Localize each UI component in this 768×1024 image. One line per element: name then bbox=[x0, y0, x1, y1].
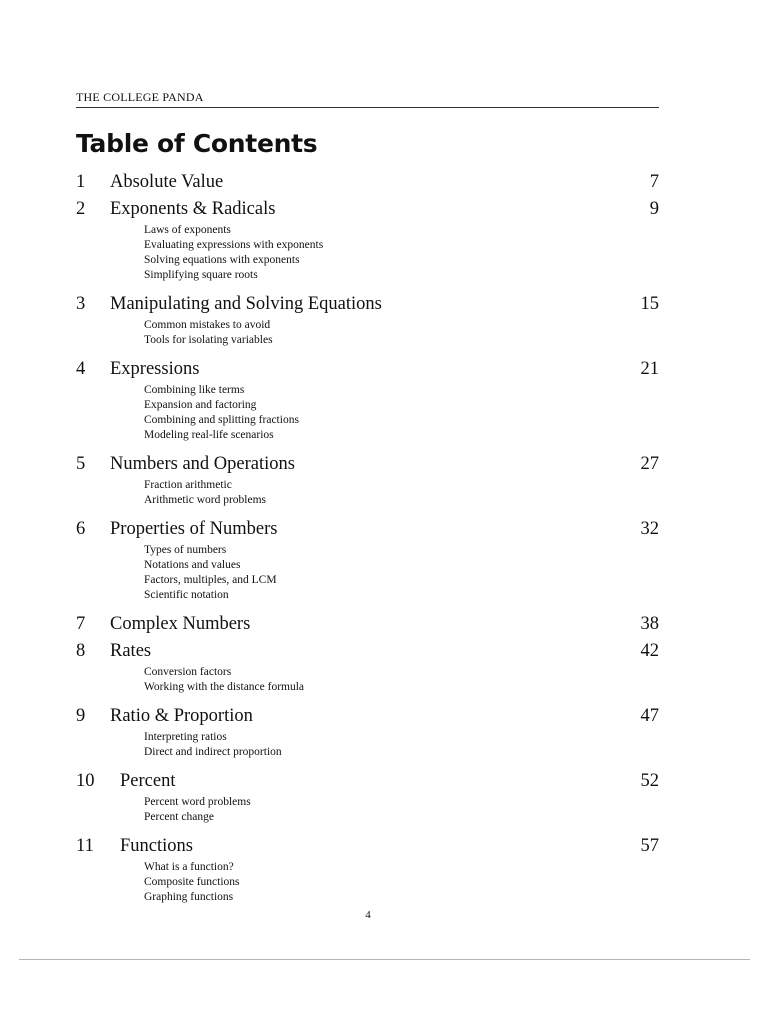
toc-subsection-list bbox=[76, 478, 659, 508]
toc-chapter-row[interactable] bbox=[76, 611, 659, 638]
toc-chapter bbox=[76, 611, 659, 638]
toc-chapter bbox=[76, 703, 659, 760]
toc-subsection: Types of numbers bbox=[144, 544, 227, 556]
chapter-number: 8 bbox=[76, 641, 86, 661]
toc-subsection: Tools for isolating variables bbox=[144, 334, 273, 346]
chapter-number: 10 bbox=[76, 771, 95, 791]
chapter-number: 2 bbox=[76, 199, 86, 219]
chapter-title: Expressions bbox=[110, 359, 200, 379]
chapter-page-number: 9 bbox=[649, 199, 659, 219]
toc-subsection: Working with the distance formula bbox=[144, 681, 305, 693]
toc-chapter bbox=[76, 451, 659, 508]
chapter-number: 7 bbox=[76, 614, 86, 634]
chapter-number: 9 bbox=[76, 706, 86, 726]
chapter-number: 3 bbox=[76, 294, 86, 314]
chapter-title: Ratio & Proportion bbox=[110, 706, 253, 726]
chapter-page-number: 15 bbox=[640, 294, 659, 314]
toc-chapter bbox=[76, 833, 659, 905]
toc-chapter bbox=[76, 196, 659, 283]
toc-subsection-list bbox=[76, 223, 659, 283]
table-of-contents bbox=[76, 169, 659, 913]
chapter-title: Manipulating and Solving Equations bbox=[110, 294, 382, 314]
chapter-page-number: 27 bbox=[640, 454, 659, 474]
toc-chapter-row[interactable] bbox=[76, 638, 659, 665]
running-header: THE COLLEGE PANDA bbox=[76, 90, 659, 108]
toc-subsection-list bbox=[76, 543, 659, 603]
toc-subsection: Combining like terms bbox=[144, 384, 245, 396]
toc-subsection-list bbox=[76, 318, 659, 348]
toc-subsection-list bbox=[76, 860, 659, 905]
toc-subsection: Scientific notation bbox=[144, 589, 229, 601]
toc-chapter bbox=[76, 768, 659, 825]
toc-subsection: Solving equations with exponents bbox=[144, 254, 300, 266]
toc-subsection: Simplifying square roots bbox=[144, 269, 258, 281]
toc-chapter-row[interactable] bbox=[76, 291, 659, 318]
toc-subsection: Percent word problems bbox=[144, 796, 251, 808]
chapter-page-number: 47 bbox=[640, 706, 659, 726]
chapter-number: 11 bbox=[76, 836, 94, 856]
toc-subsection: Notations and values bbox=[144, 559, 241, 571]
toc-chapter-row[interactable] bbox=[76, 169, 659, 196]
chapter-number: 1 bbox=[76, 172, 86, 192]
chapter-page-number: 7 bbox=[649, 172, 659, 192]
toc-subsection: Graphing functions bbox=[144, 891, 234, 903]
page-bottom-edge bbox=[19, 959, 750, 960]
toc-chapter-row[interactable] bbox=[76, 356, 659, 383]
toc-chapter-row[interactable] bbox=[76, 451, 659, 478]
toc-subsection: Expansion and factoring bbox=[144, 399, 257, 411]
chapter-page-number: 52 bbox=[640, 771, 659, 791]
chapter-title: Rates bbox=[110, 641, 152, 661]
toc-subsection-list bbox=[76, 795, 659, 825]
toc-subsection: What is a function? bbox=[144, 861, 234, 873]
toc-chapter-row[interactable] bbox=[76, 196, 659, 223]
toc-subsection: Arithmetic word problems bbox=[144, 494, 267, 506]
chapter-title: Exponents & Radicals bbox=[110, 199, 276, 219]
toc-subsection: Percent change bbox=[144, 811, 214, 823]
toc-subsection: Conversion factors bbox=[144, 666, 232, 678]
toc-subsection-list bbox=[76, 383, 659, 443]
chapter-title: Percent bbox=[120, 771, 176, 791]
toc-chapter bbox=[76, 356, 659, 443]
chapter-number: 4 bbox=[76, 359, 86, 379]
toc-chapter bbox=[76, 516, 659, 603]
chapter-title: Absolute Value bbox=[110, 172, 224, 192]
toc-subsection: Fraction arithmetic bbox=[144, 479, 232, 491]
toc-chapter-row[interactable] bbox=[76, 516, 659, 543]
chapter-title: Functions bbox=[120, 836, 193, 856]
toc-chapter-row[interactable] bbox=[76, 768, 659, 795]
chapter-page-number: 32 bbox=[640, 519, 659, 539]
chapter-title: Properties of Numbers bbox=[110, 519, 278, 539]
toc-chapter bbox=[76, 169, 659, 196]
chapter-page-number: 42 bbox=[640, 641, 659, 661]
toc-subsection: Modeling real-life scenarios bbox=[144, 429, 274, 441]
chapter-number: 5 bbox=[76, 454, 86, 474]
chapter-page-number: 21 bbox=[640, 359, 659, 379]
chapter-page-number: 57 bbox=[640, 836, 659, 856]
toc-subsection: Evaluating expressions with exponents bbox=[144, 239, 324, 251]
toc-subsection: Composite functions bbox=[144, 876, 240, 888]
chapter-number: 6 bbox=[76, 519, 86, 539]
toc-subsection: Factors, multiples, and LCM bbox=[144, 574, 277, 586]
toc-subsection: Direct and indirect proportion bbox=[144, 746, 282, 758]
page-number: 4 bbox=[365, 909, 371, 921]
chapter-title: Complex Numbers bbox=[110, 614, 251, 634]
toc-chapter-row[interactable] bbox=[76, 833, 659, 860]
toc-chapter bbox=[76, 638, 659, 695]
toc-subsection: Common mistakes to avoid bbox=[144, 319, 271, 331]
page-title: Table of Contents bbox=[76, 129, 318, 158]
toc-subsection: Laws of exponents bbox=[144, 224, 231, 236]
chapter-page-number: 38 bbox=[640, 614, 659, 634]
toc-subsection-list bbox=[76, 730, 659, 760]
toc-chapter-row[interactable] bbox=[76, 703, 659, 730]
toc-subsection: Combining and splitting fractions bbox=[144, 414, 299, 426]
chapter-title: Numbers and Operations bbox=[110, 454, 295, 474]
toc-subsection-list bbox=[76, 665, 659, 695]
toc-subsection: Interpreting ratios bbox=[144, 731, 227, 743]
toc-chapter bbox=[76, 291, 659, 348]
